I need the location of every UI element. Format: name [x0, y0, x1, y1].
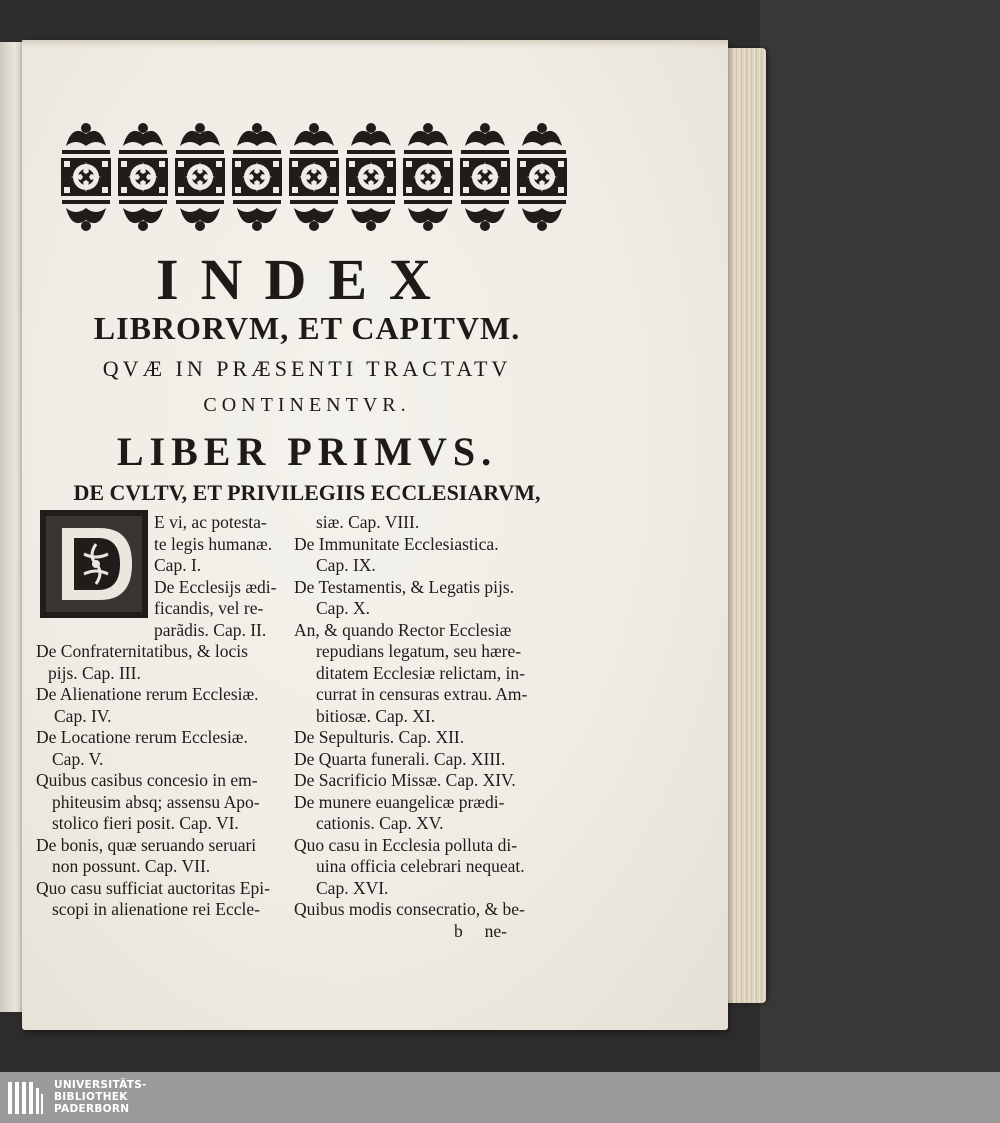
index-entry: De bonis, quæ seruando seruari: [36, 834, 257, 855]
university-library-logo-icon: [6, 1078, 46, 1118]
index-entry: cationis. Cap. XV.: [316, 813, 444, 833]
index-entry: Cap. XVI.: [316, 877, 389, 898]
index-entry: De Locatione rerum Ecclesiæ.: [36, 727, 248, 747]
index-entry: Cap. IX.: [316, 555, 376, 575]
signature-and-catchword: [294, 921, 574, 943]
index-column-right: [294, 512, 574, 942]
index-entry: De Quarta funerali. Cap. XIII.: [294, 748, 506, 769]
index-entry: ditatem Ecclesiæ relictam, in-: [316, 662, 525, 683]
footer-line: BIBLIOTHEK: [54, 1091, 128, 1103]
index-entry: currat in censuras extrau. Am-: [316, 684, 528, 704]
index-entry: Cap. X.: [316, 598, 370, 618]
index-entry: De munere euangelicæ prædi-: [294, 791, 505, 812]
footer-line: UNIVERSITÄTS-: [54, 1079, 147, 1091]
page-top-shadow: [22, 40, 728, 48]
index-entry: Quo casu sufficiat auctoritas Epi-: [36, 877, 270, 898]
index-entry: Quibus casibus concesio in em-: [36, 770, 258, 790]
index-entry: Quo casu in Ecclesia polluta di-: [294, 834, 518, 855]
title-continentur: CONTINENTVR.: [203, 394, 411, 416]
index-entry: stolico fieri posit. Cap. VI.: [52, 813, 239, 833]
title-librorum: LIBRORVM, ET CAPITVM.: [93, 310, 521, 346]
index-entry: Quibus modis consecratio, & be-: [294, 899, 525, 919]
book-page: [22, 40, 728, 1030]
signature-mark: b: [454, 920, 463, 941]
index-entry: E vi, ac potesta-: [154, 512, 267, 532]
index-entry: parãdis. Cap. II.: [154, 619, 267, 640]
ornament-band-icon: [58, 116, 568, 236]
footer-library-name: [54, 1079, 147, 1115]
index-entry: De Immunitate Ecclesiastica.: [294, 533, 499, 554]
index-entry: De Confraternitatibus, & locis: [36, 641, 248, 661]
index-entry: Cap. IV.: [54, 705, 112, 726]
index-entry: pijs. Cap. III.: [48, 662, 141, 683]
index-entry: Cap. V.: [52, 748, 104, 769]
index-entry: phiteusim absq; assensu Apo-: [52, 791, 260, 812]
title-index: INDEX: [156, 247, 453, 312]
title-liber-primus: LIBER PRIMVS.: [116, 429, 498, 474]
index-entry: siæ. Cap. VIII.: [316, 512, 420, 532]
index-entry: De Alienatione rerum Ecclesiæ.: [36, 684, 259, 704]
dark-background-right: [760, 0, 1000, 1072]
index-entry: De Sacrificio Missæ. Cap. XIV.: [294, 770, 516, 790]
index-entry: scopi in alienatione rei Eccle-: [52, 899, 260, 919]
index-entry: uina officia celebrari nequeat.: [316, 856, 525, 876]
index-entry: Cap. I.: [154, 555, 202, 575]
catchword: ne-: [484, 920, 507, 941]
index-entry: bitiosæ. Cap. XI.: [316, 705, 436, 726]
index-entry: te legis humanæ.: [154, 533, 273, 554]
index-entry: De Ecclesijs ædi-: [154, 576, 277, 597]
footer-line: PADERBORN: [54, 1103, 130, 1115]
index-entry: non possunt. Cap. VII.: [52, 856, 211, 876]
index-entry: repudians legatum, seu hære-: [316, 641, 522, 661]
title-de-cultu: DE CVLTV, ET PRIVILEGIIS ECCLESIARVM,: [73, 480, 541, 505]
index-entry: ficandis, vel re-: [154, 598, 264, 618]
index-column-left: [36, 512, 301, 921]
index-entry: De Testamentis, & Legatis pijs.: [294, 576, 515, 597]
index-entry: An, & quando Rector Ecclesiæ: [294, 619, 512, 640]
footer-bar: [0, 1072, 1000, 1123]
index-entry: De Sepulturis. Cap. XII.: [294, 727, 465, 747]
title-quae: QVÆ IN PRÆSENTI TRACTATV: [102, 356, 512, 381]
